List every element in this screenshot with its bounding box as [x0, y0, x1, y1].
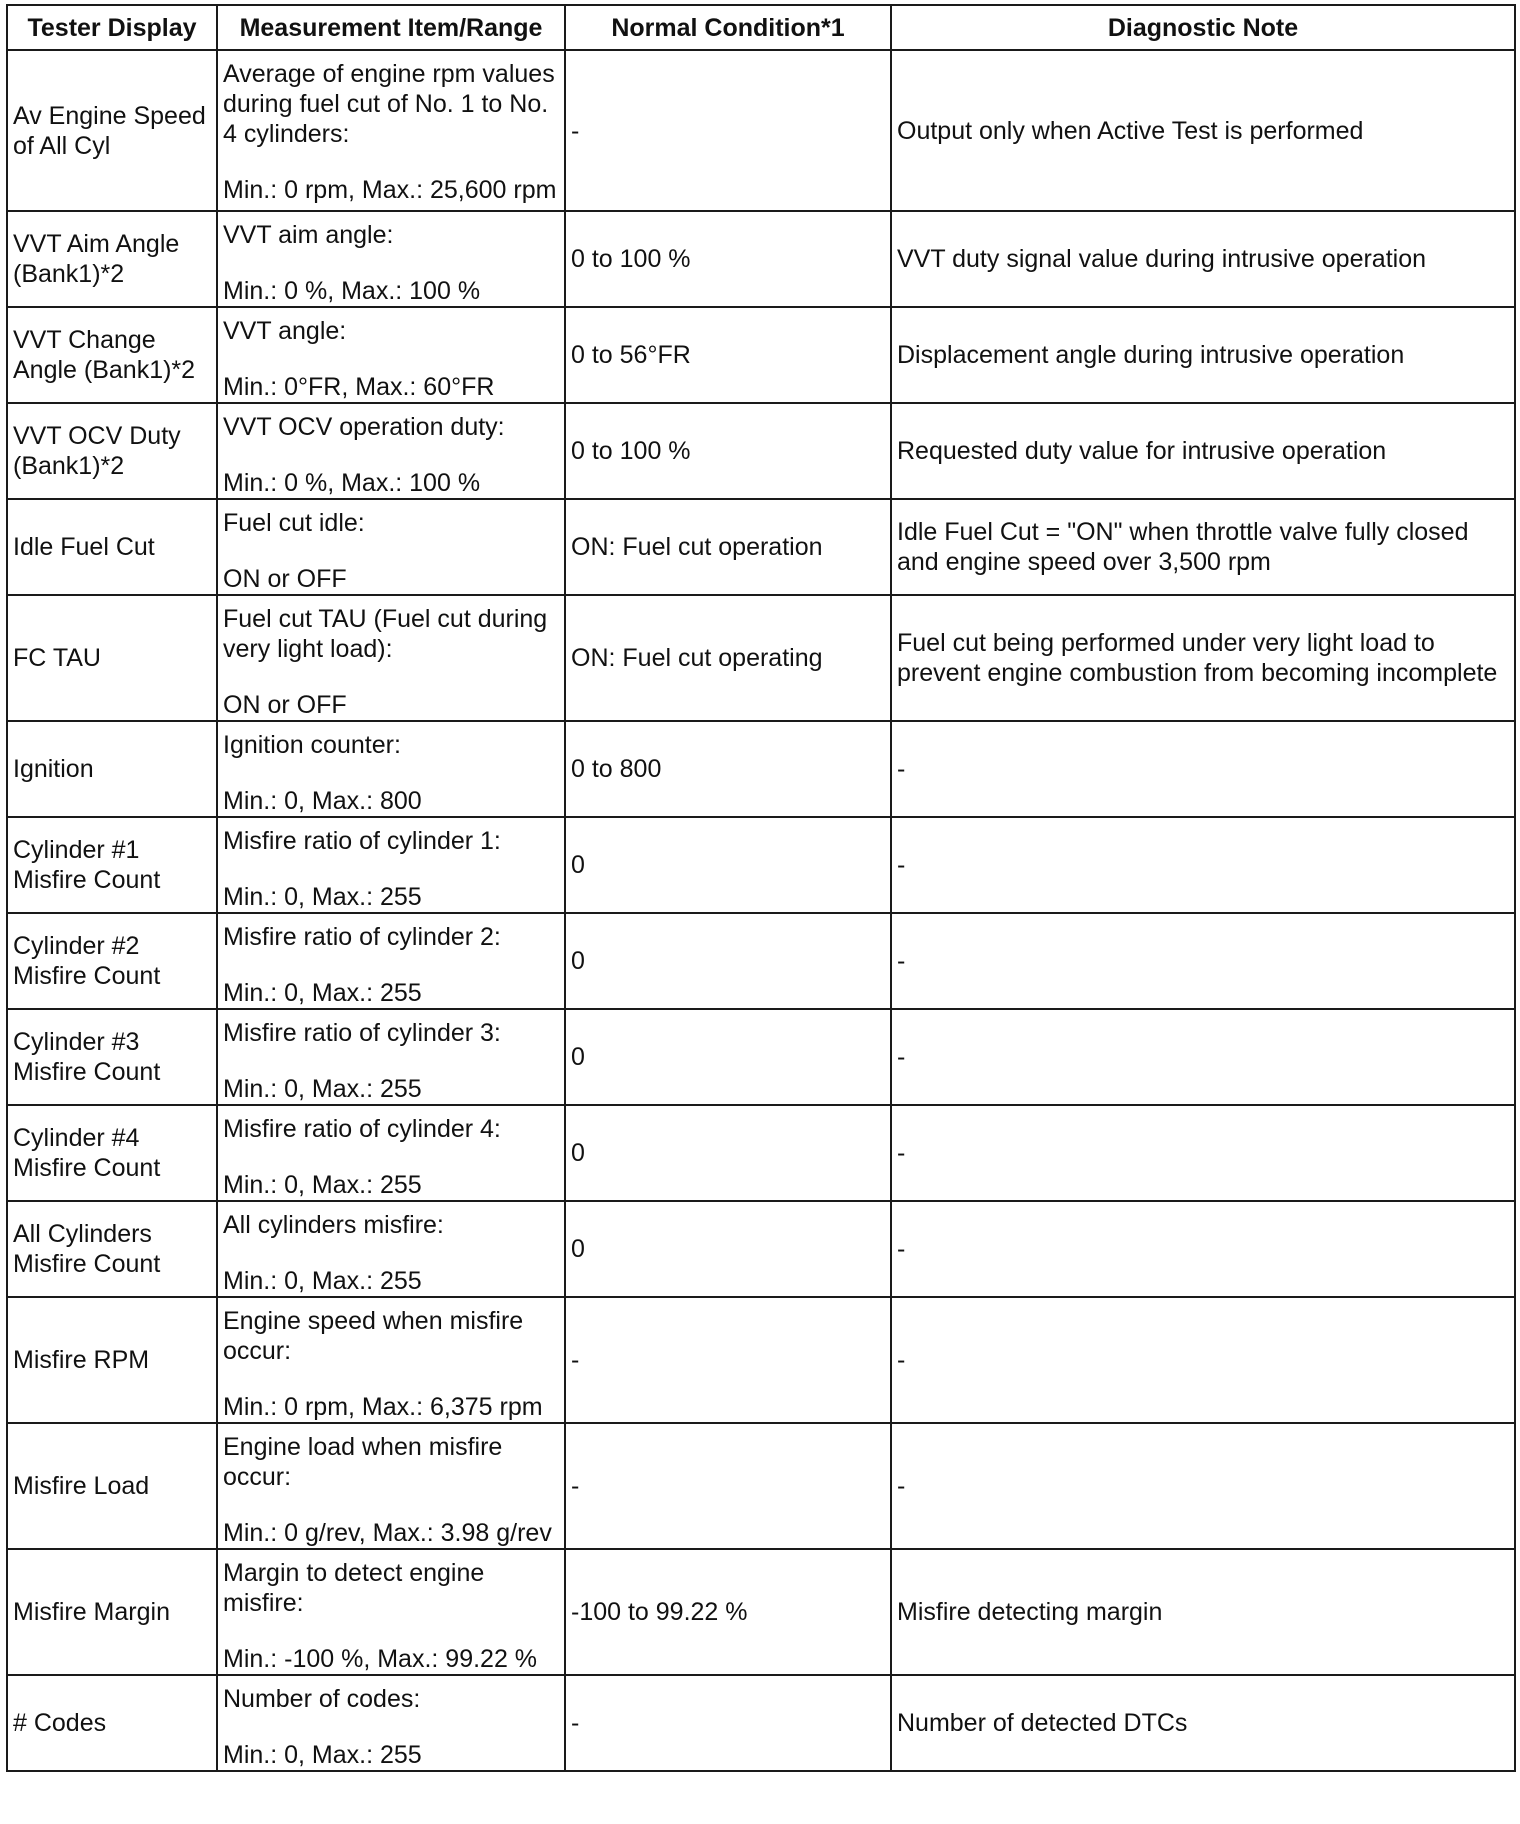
table-row [7, 307, 1515, 403]
cell-diagnostic-note: - [891, 913, 1515, 1009]
measurement-range-text: Min.: 0, Max.: 255 [223, 1267, 422, 1295]
cell-tester-display: FC TAU [7, 595, 217, 721]
measurement-range-text: ON or OFF [223, 565, 347, 593]
measurement-item-text: Ignition counter: [223, 731, 401, 759]
measurement-item-text: VVT OCV operation duty: [223, 413, 505, 441]
table-row [7, 1009, 1515, 1105]
measurement-item-text: All cylinders misfire: [223, 1211, 444, 1239]
cell-tester-display: VVT OCV Duty (Bank1)*2 [7, 403, 217, 499]
table-body [7, 50, 1515, 1771]
cell-measurement-item-range [217, 307, 565, 403]
cell-measurement-item-range [217, 721, 565, 817]
cell-normal-condition: 0 to 100 % [565, 211, 891, 307]
cell-tester-display: Cylinder #4 Misfire Count [7, 1105, 217, 1201]
cell-normal-condition: - [565, 1423, 891, 1549]
cell-tester-display: VVT Aim Angle (Bank1)*2 [7, 211, 217, 307]
cell-measurement-item-range [217, 1549, 565, 1675]
measurement-item-text: Engine load when misfire occur: [223, 1433, 503, 1491]
measurement-item-text: Misfire ratio of cylinder 3: [223, 1019, 501, 1047]
measurement-range-text: Min.: 0 %, Max.: 100 % [223, 469, 481, 497]
measurement-range-text: Min.: 0 rpm, Max.: 6,375 rpm [223, 1393, 543, 1421]
cell-normal-condition: - [565, 50, 891, 211]
cell-diagnostic-note: Idle Fuel Cut = "ON" when throttle valve fully closed and engine speed over 3,500 rpm [891, 499, 1515, 595]
cell-normal-condition: - [565, 1675, 891, 1771]
table-row [7, 403, 1515, 499]
cell-measurement-item-range [217, 1423, 565, 1549]
header-tester-display: Tester Display [7, 5, 217, 50]
cell-tester-display: All Cylinders Misfire Count [7, 1201, 217, 1297]
cell-diagnostic-note: - [891, 1423, 1515, 1549]
table-row [7, 913, 1515, 1009]
cell-diagnostic-note: Misfire detecting margin [891, 1549, 1515, 1675]
cell-tester-display: Av Engine Speed of All Cyl [7, 50, 217, 211]
cell-normal-condition: 0 to 56°FR [565, 307, 891, 403]
cell-normal-condition: 0 [565, 913, 891, 1009]
measurement-item-text: Fuel cut TAU (Fuel cut during very light load): [223, 605, 548, 663]
table-row [7, 499, 1515, 595]
table-row [7, 721, 1515, 817]
cell-diagnostic-note: - [891, 1297, 1515, 1423]
cell-diagnostic-note: Number of detected DTCs [891, 1675, 1515, 1771]
cell-tester-display: Cylinder #3 Misfire Count [7, 1009, 217, 1105]
table-row [7, 595, 1515, 721]
cell-tester-display: Idle Fuel Cut [7, 499, 217, 595]
cell-diagnostic-note: - [891, 1201, 1515, 1297]
measurement-range-text: Min.: 0, Max.: 800 [223, 787, 422, 815]
measurement-item-text: Number of codes: [223, 1685, 421, 1713]
measurement-range-text: Min.: 0, Max.: 255 [223, 979, 422, 1007]
table-row [7, 1297, 1515, 1423]
cell-measurement-item-range [217, 1297, 565, 1423]
data-list-document [6, 4, 1514, 1816]
table-row [7, 817, 1515, 913]
cell-tester-display: Cylinder #2 Misfire Count [7, 913, 217, 1009]
cell-tester-display: Cylinder #1 Misfire Count [7, 817, 217, 913]
measurement-range-text: Min.: 0 rpm, Max.: 25,600 rpm [223, 176, 557, 204]
measurement-item-text: VVT aim angle: [223, 221, 394, 249]
cell-measurement-item-range [217, 1009, 565, 1105]
measurement-range-text: Min.: 0, Max.: 255 [223, 1741, 422, 1769]
table-header [7, 5, 1515, 50]
cell-diagnostic-note: VVT duty signal value during intrusive operation [891, 211, 1515, 307]
cell-diagnostic-note: Requested duty value for intrusive operation [891, 403, 1515, 499]
table-row [7, 1105, 1515, 1201]
cell-normal-condition: 0 [565, 1009, 891, 1105]
cell-measurement-item-range [217, 595, 565, 721]
cell-diagnostic-note: - [891, 721, 1515, 817]
cell-measurement-item-range [217, 50, 565, 211]
cell-normal-condition: -100 to 99.22 % [565, 1549, 891, 1675]
measurement-range-text: Min.: 0, Max.: 255 [223, 883, 422, 911]
cell-normal-condition: 0 to 800 [565, 721, 891, 817]
cell-tester-display: Misfire RPM [7, 1297, 217, 1423]
measurement-range-text: Min.: 0 %, Max.: 100 % [223, 277, 481, 305]
table-row [7, 50, 1515, 211]
table-row [7, 1423, 1515, 1549]
measurement-range-text: Min.: -100 %, Max.: 99.22 % [223, 1645, 538, 1673]
cell-diagnostic-note: - [891, 1105, 1515, 1201]
measurement-item-text: Average of engine rpm values during fuel cut of No. 1 to No. 4 cylinders: [223, 60, 555, 148]
measurement-item-text: Misfire ratio of cylinder 1: [223, 827, 501, 855]
cell-measurement-item-range [217, 211, 565, 307]
measurement-range-text: Min.: 0 g/rev, Max.: 3.98 g/rev [223, 1519, 552, 1547]
header-diagnostic-note: Diagnostic Note [891, 5, 1515, 50]
measurement-item-text: VVT angle: [223, 317, 347, 345]
cell-normal-condition: ON: Fuel cut operation [565, 499, 891, 595]
cell-measurement-item-range [217, 1675, 565, 1771]
cell-measurement-item-range [217, 499, 565, 595]
cell-diagnostic-note: - [891, 1009, 1515, 1105]
cell-diagnostic-note: Fuel cut being performed under very light load to prevent engine combustion from becoming incomplete [891, 595, 1515, 721]
measurement-range-text: Min.: 0, Max.: 255 [223, 1171, 422, 1199]
measurement-item-text: Margin to detect engine misfire: [223, 1559, 485, 1617]
cell-diagnostic-note: - [891, 817, 1515, 913]
table-row [7, 1675, 1515, 1771]
header-normal-condition: Normal Condition*1 [565, 5, 891, 50]
cell-diagnostic-note: Output only when Active Test is performed [891, 50, 1515, 211]
table-row [7, 211, 1515, 307]
measurement-range-text: ON or OFF [223, 691, 347, 719]
measurement-range-text: Min.: 0°FR, Max.: 60°FR [223, 373, 495, 401]
cell-tester-display: # Codes [7, 1675, 217, 1771]
cell-normal-condition: - [565, 1297, 891, 1423]
cell-normal-condition: 0 [565, 817, 891, 913]
measurement-item-text: Fuel cut idle: [223, 509, 365, 537]
cell-tester-display: Ignition [7, 721, 217, 817]
cell-tester-display: Misfire Load [7, 1423, 217, 1549]
data-list-table [6, 4, 1516, 1772]
header-row [7, 5, 1515, 50]
cell-measurement-item-range [217, 817, 565, 913]
table-row [7, 1201, 1515, 1297]
measurement-item-text: Engine speed when misfire occur: [223, 1307, 524, 1365]
cell-measurement-item-range [217, 913, 565, 1009]
cell-tester-display: Misfire Margin [7, 1549, 217, 1675]
cell-measurement-item-range [217, 1201, 565, 1297]
measurement-range-text: Min.: 0, Max.: 255 [223, 1075, 422, 1103]
measurement-item-text: Misfire ratio of cylinder 2: [223, 923, 501, 951]
cell-measurement-item-range [217, 1105, 565, 1201]
cell-diagnostic-note: Displacement angle during intrusive operation [891, 307, 1515, 403]
cell-normal-condition: ON: Fuel cut operating [565, 595, 891, 721]
table-row [7, 1549, 1515, 1675]
cell-tester-display: VVT Change Angle (Bank1)*2 [7, 307, 217, 403]
header-measurement-item-range: Measurement Item/Range [217, 5, 565, 50]
cell-measurement-item-range [217, 403, 565, 499]
cell-normal-condition: 0 to 100 % [565, 403, 891, 499]
cell-normal-condition: 0 [565, 1201, 891, 1297]
cell-normal-condition: 0 [565, 1105, 891, 1201]
measurement-item-text: Misfire ratio of cylinder 4: [223, 1115, 501, 1143]
